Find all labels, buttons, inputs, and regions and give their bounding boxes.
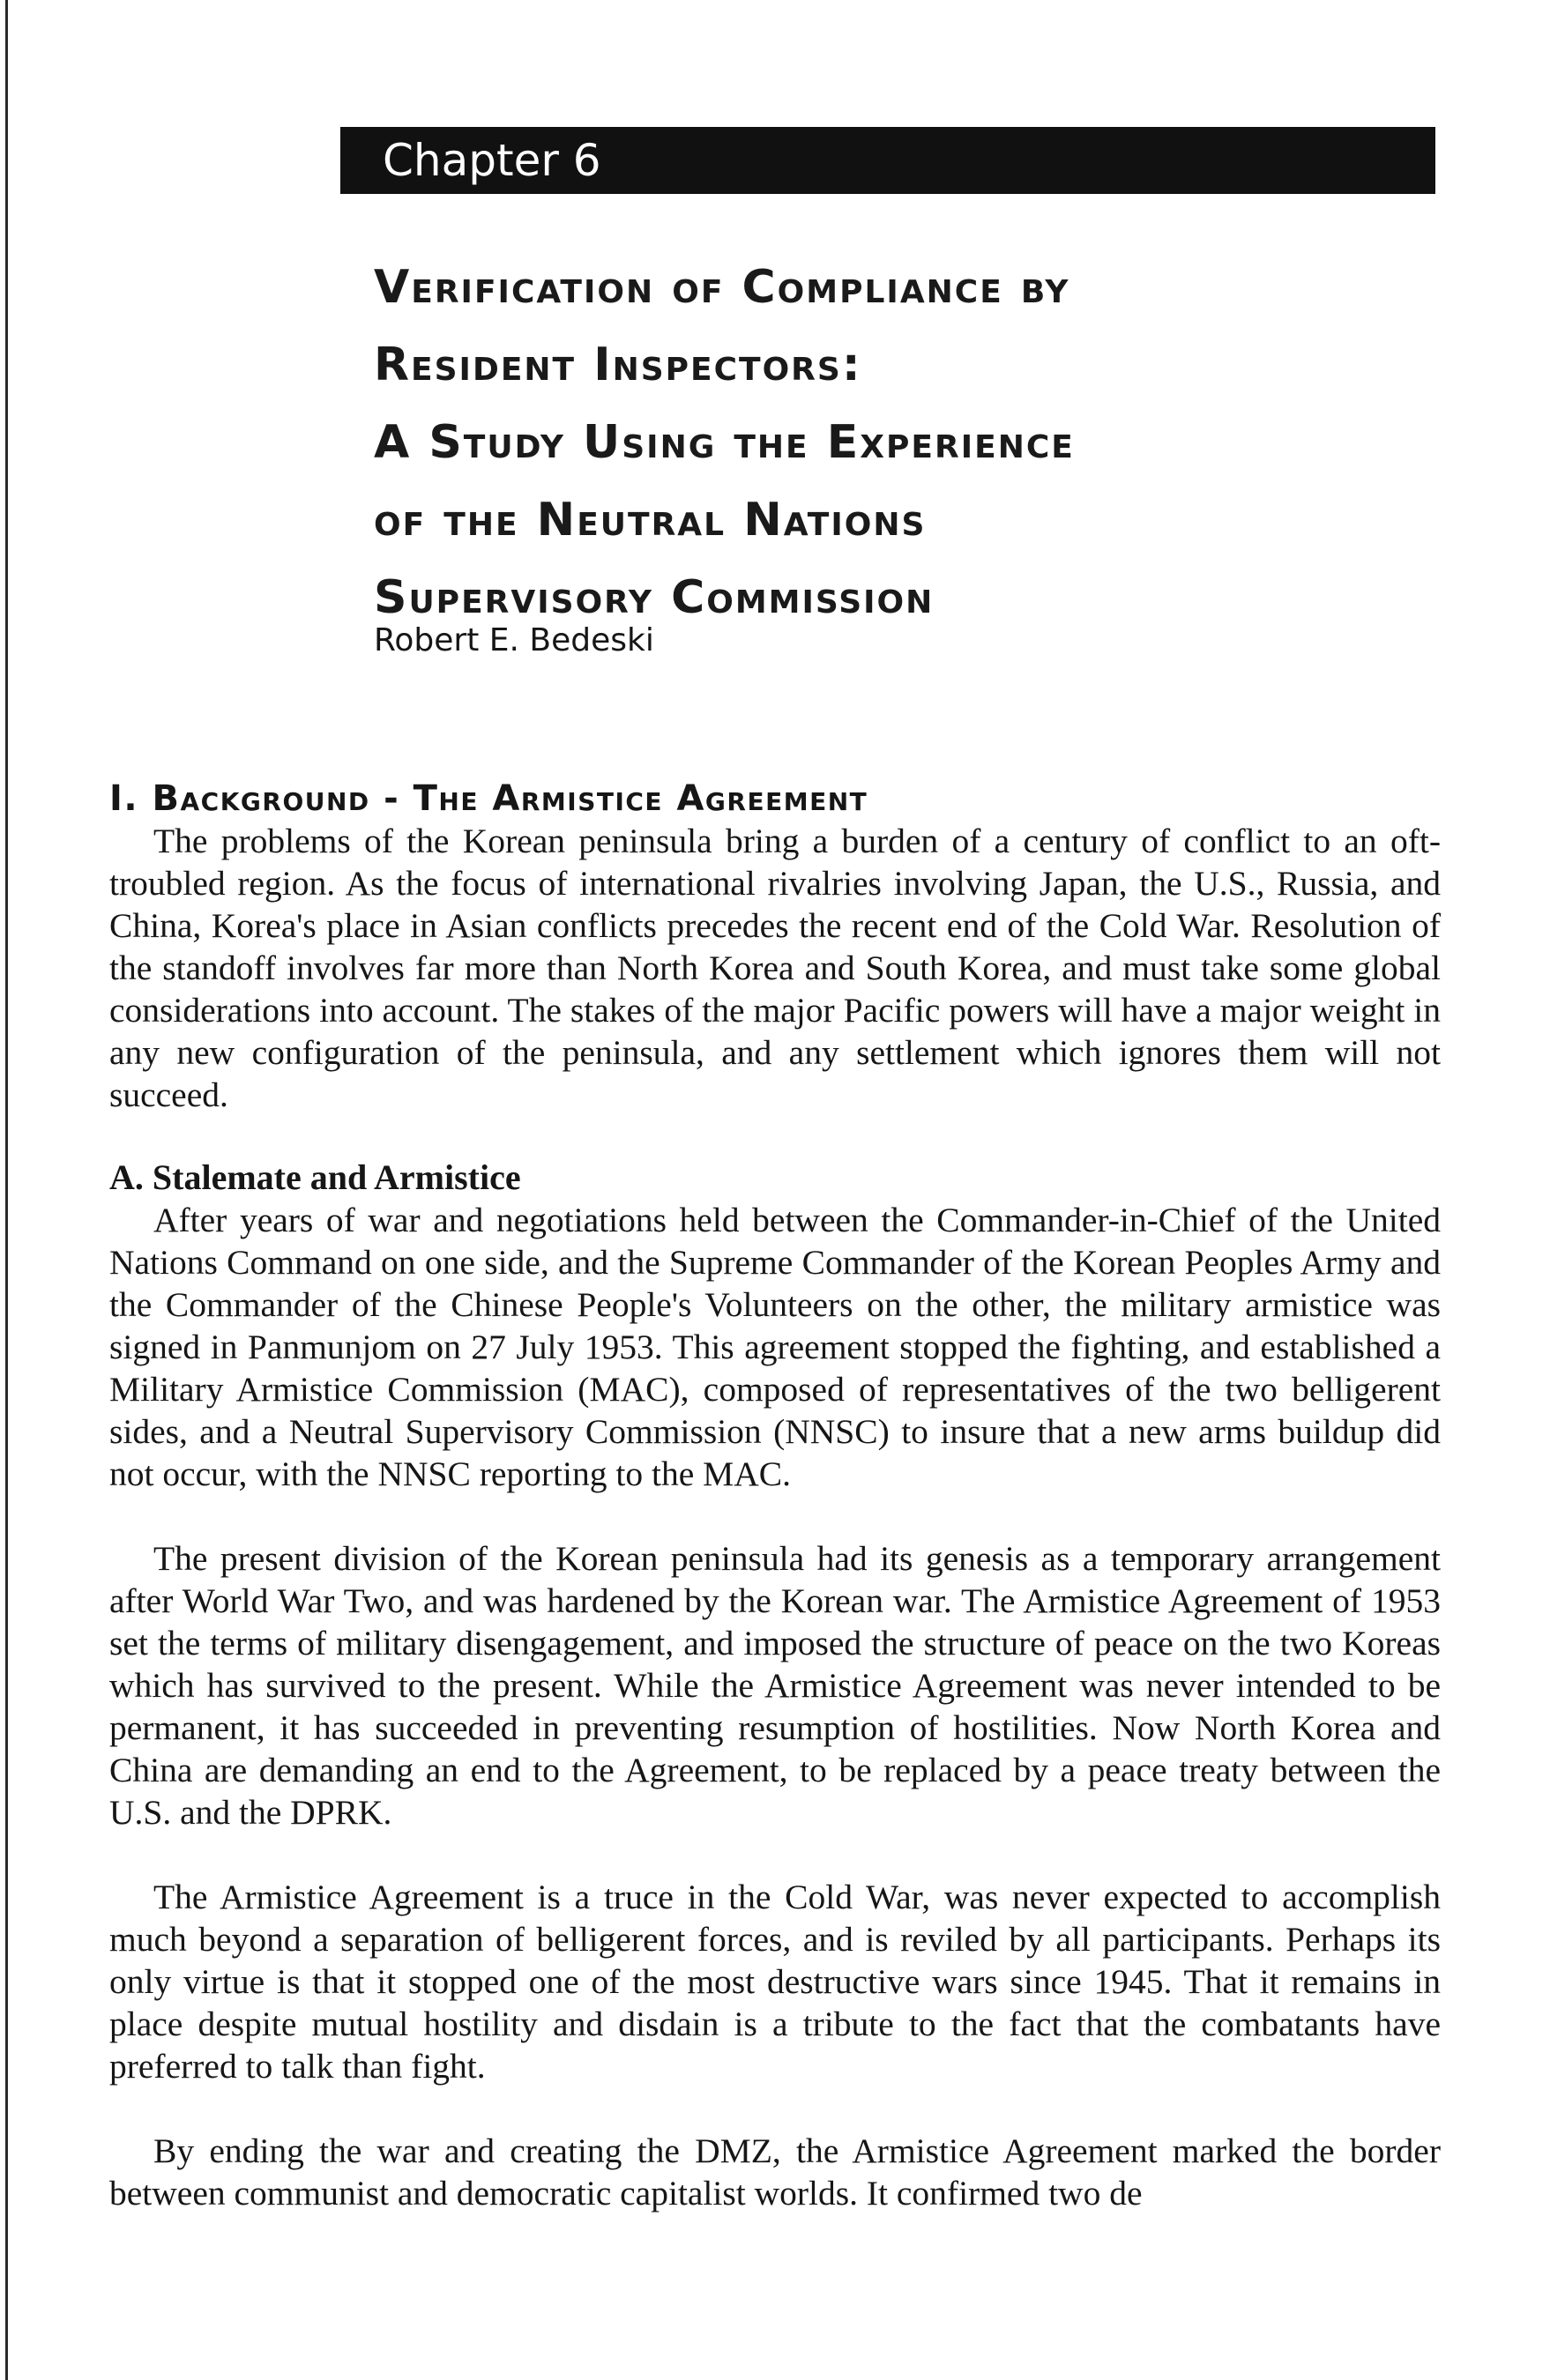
- section-heading: I. Background - The Armistice Agreement: [109, 778, 868, 819]
- title-line: Supervisory Commission: [374, 571, 935, 624]
- body-text: [109, 777, 1441, 2214]
- body-paragraph: The present division of the Korean peninsula had its genesis as a temporary arrangement after World War Two, and was hardened by the Korean war. The Armistice Agreement of 1953 set the terms of military disengagement, and imposed the structure of peace on the two Koreas which has survived to the present. While the Armistice Agreement was never intended to be permanent, it has succeeded in preventing resumption of hostilities. Now North Korea and China are demanding an end to the Agreement, to be replaced by a peace treaty between the U.S. and the DPRK.: [109, 1539, 1441, 1832]
- body-paragraph: By ending the war and creating the DMZ, the Armistice Agreement marked the border between communist and democratic capitalist worlds. It confirmed two de: [109, 2131, 1441, 2213]
- binding-edge-line: [5, 0, 8, 2380]
- title-line: A Study Using the Experience: [374, 416, 1075, 469]
- body-paragraph: The Armistice Agreement is a truce in the Cold War, was never expected to accomplish much beyond a separation of belligerent forces, and is reviled by all participants. Perhaps its only virtue is that it stopped one of the most destructive wars since 1945. That it remains in place despite mutual hostility and disdain is a tribute to the fact that the combatants have preferred to talk than fight.: [109, 1878, 1441, 2086]
- title-line: Resident Inspectors:: [374, 338, 862, 391]
- title-line: of the Neutral Nations: [374, 494, 927, 547]
- body-paragraph: After years of war and negotiations held between the Commander-in-Chief of the United Nations Command on one side, and the Supreme Commander of the Korean Peoples Army and the Commander of the Chinese People's Volunteers on the other, the military armistice was signed in Panmunjom on 27 July 1953. This agreement stopped the fighting, and established a Military Armistice Commission (MAC), composed of representatives of the two belligerent sides, and a Neutral Supervisory Commission (NNSC) to insure that a new arms buildup did not occur, with the NNSC reporting to the MAC.: [109, 1201, 1441, 1493]
- body-paragraph: The problems of the Korean peninsula bring a burden of a century of conflict to an oft-troubled region. As the focus of international rivalries involving Japan, the U.S., Russia, and China, Korea's place in Asian conflicts precedes the recent end of the Cold War. Resolution of the standoff involves far more than North Korea and South Korea, and must take some global considerations into account. The stakes of the major Pacific powers will have a major weight in any new configuration of the peninsula, and any settlement which ignores them will not succeed.: [109, 822, 1441, 1114]
- chapter-title: [374, 249, 1432, 636]
- subsection-heading: A. Stalemate and Armistice: [109, 1157, 521, 1197]
- chapter-label: Chapter 6: [340, 127, 1435, 194]
- author-name: Robert E. Bedeski: [374, 622, 654, 658]
- title-line: Verification of Compliance by: [374, 261, 1070, 314]
